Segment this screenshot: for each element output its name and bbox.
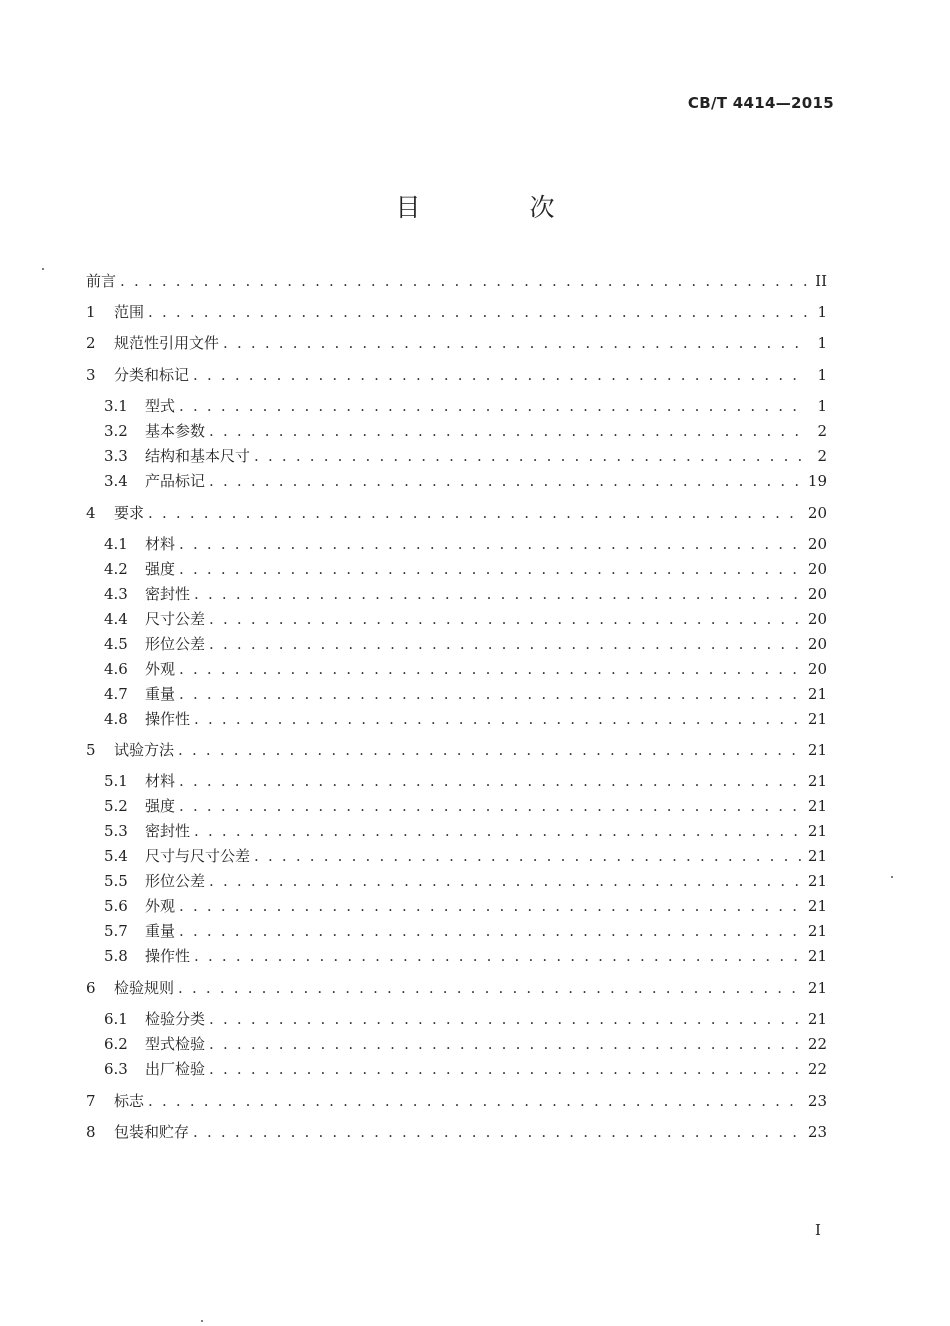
- toc-entry-number: 4.6: [104, 660, 128, 678]
- toc-entry-page: 21: [807, 822, 827, 840]
- toc-entry: [86, 977, 827, 999]
- toc-entry-label: 密封性: [145, 585, 191, 603]
- toc-entry-label: 强度: [145, 797, 176, 815]
- toc-entry-number: 7: [86, 1092, 96, 1110]
- toc-entry-number: 3: [86, 366, 96, 384]
- toc-entry-page: 21: [807, 772, 827, 790]
- toc-entry-number: 6.3: [104, 1060, 128, 1078]
- toc-entry-page: 19: [807, 472, 827, 490]
- toc-entry-label: 包装和贮存: [114, 1123, 190, 1141]
- toc-entry-label: 强度: [145, 560, 176, 578]
- toc-entry-page: 21: [807, 685, 827, 703]
- toc-entry-number: 4.7: [104, 685, 128, 703]
- toc-entry-label: 型式检验: [145, 1035, 206, 1053]
- dot-leader: [209, 470, 804, 492]
- toc-entry-page: 20: [807, 660, 827, 678]
- toc-entry-page: 23: [807, 1092, 827, 1110]
- toc-entry-label: 试验方法: [114, 741, 175, 759]
- toc-entry-label: 标志: [114, 1092, 145, 1110]
- dot-leader: [148, 1090, 804, 1112]
- toc-entry-page: 1: [817, 397, 827, 415]
- toc-entry-number: 4.8: [104, 710, 128, 728]
- dot-leader: [254, 445, 807, 467]
- dot-leader: [209, 420, 807, 442]
- toc-entry-label: 形位公差: [145, 872, 206, 890]
- toc-entry-label: 要求: [114, 504, 145, 522]
- toc-entry: [86, 1090, 827, 1112]
- toc-entry-number: 3.3: [104, 447, 128, 465]
- toc-entry-number: 5.7: [104, 922, 128, 940]
- toc-subentry: [104, 920, 827, 942]
- scan-speck: [201, 1320, 203, 1322]
- toc-subentry: [104, 1008, 827, 1030]
- toc-entry-page: 21: [807, 1010, 827, 1028]
- dot-leader: [120, 270, 807, 292]
- toc-entry-label: 操作性: [145, 947, 191, 965]
- toc-entry: [86, 1121, 827, 1143]
- dot-leader: [148, 301, 807, 323]
- toc-subentry: [104, 583, 827, 605]
- dot-leader: [178, 977, 804, 999]
- dot-leader: [179, 920, 804, 942]
- toc-entry-label: 重量: [145, 922, 176, 940]
- toc-entry-page: II: [815, 272, 827, 290]
- dot-leader: [223, 332, 807, 354]
- toc-entry-label: 前言: [86, 272, 117, 290]
- toc-entry-page: 2: [817, 422, 827, 440]
- dot-leader: [194, 945, 804, 967]
- toc-entry-number: 4.5: [104, 635, 128, 653]
- toc-entry-page: 21: [807, 947, 827, 965]
- toc-entry-page: 20: [807, 504, 827, 522]
- toc-entry-number: 6: [86, 979, 96, 997]
- dot-leader: [179, 770, 804, 792]
- toc-entry-page: 22: [807, 1035, 827, 1053]
- toc-subentry: [104, 445, 827, 467]
- toc-entry-label: 操作性: [145, 710, 191, 728]
- toc-entry-page: 20: [807, 585, 827, 603]
- dot-leader: [194, 583, 804, 605]
- dot-leader: [179, 533, 804, 555]
- toc-entry-number: 3.4: [104, 472, 128, 490]
- dot-leader: [209, 608, 804, 630]
- toc-entry: [86, 739, 827, 761]
- toc-entry-page: 21: [807, 710, 827, 728]
- toc-entry-page: 2: [817, 447, 827, 465]
- toc-subentry: [104, 608, 827, 630]
- toc-entry: [86, 502, 827, 524]
- toc-subentry: [104, 1058, 827, 1080]
- toc-entry-number: 5.2: [104, 797, 128, 815]
- dot-leader: [209, 870, 804, 892]
- toc-entry-page: 23: [807, 1123, 827, 1141]
- toc-entry-number: 6.2: [104, 1035, 128, 1053]
- toc-entry-label: 型式: [145, 397, 176, 415]
- toc-entry-page: 21: [807, 979, 827, 997]
- toc-entry-page: 1: [817, 334, 827, 352]
- dot-leader: [194, 820, 804, 842]
- toc-entry-number: 4.3: [104, 585, 128, 603]
- toc-entry-page: 21: [807, 922, 827, 940]
- toc-entry-label: 基本参数: [145, 422, 206, 440]
- toc-entry-number: 5.1: [104, 772, 128, 790]
- standard-code: CB/T 4414—2015: [687, 94, 834, 112]
- toc-entry-number: 5.3: [104, 822, 128, 840]
- toc-entry-number: 5.5: [104, 872, 128, 890]
- toc-entry-label: 检验规则: [114, 979, 175, 997]
- toc-subentry: [104, 820, 827, 842]
- toc-entry-number: 2: [86, 334, 96, 352]
- toc-entry-number: 4: [86, 504, 96, 522]
- toc-entry-label: 规范性引用文件: [114, 334, 220, 352]
- toc-entry-label: 重量: [145, 685, 176, 703]
- toc-entry-page: 1: [817, 366, 827, 384]
- toc-subentry: [104, 895, 827, 917]
- toc-entry-page: 22: [807, 1060, 827, 1078]
- toc-subentry: [104, 870, 827, 892]
- toc-subentry: [104, 558, 827, 580]
- page-title: 目 次: [395, 193, 597, 222]
- toc-entry-label: 形位公差: [145, 635, 206, 653]
- toc-entry-page: 21: [807, 741, 827, 759]
- dot-leader: [254, 845, 804, 867]
- toc-entry-label: 分类和标记: [114, 366, 190, 384]
- toc-entry-page: 20: [807, 535, 827, 553]
- toc-entry-label: 尺寸与尺寸公差: [145, 847, 251, 865]
- toc-entry-label: 材料: [145, 772, 176, 790]
- toc-entry: [86, 301, 827, 323]
- dot-leader: [179, 895, 804, 917]
- toc-subentry: [104, 770, 827, 792]
- toc-subentry: [104, 708, 827, 730]
- toc-entry-label: 范围: [114, 303, 145, 321]
- toc-entry-page: 20: [807, 610, 827, 628]
- dot-leader: [209, 1058, 804, 1080]
- toc-entry-number: 8: [86, 1123, 96, 1141]
- toc-entry-number: 6.1: [104, 1010, 128, 1028]
- toc-subentry: [104, 845, 827, 867]
- toc-entry-number: 4.2: [104, 560, 128, 578]
- toc-entry-number: 5.4: [104, 847, 128, 865]
- toc-subentry: [104, 1033, 827, 1055]
- toc-entry-label: 外观: [145, 897, 176, 915]
- toc-entry-number: 1: [86, 303, 96, 321]
- toc-entry-page: 1: [817, 303, 827, 321]
- toc-subentry: [104, 533, 827, 555]
- toc-entry-number: 5.6: [104, 897, 128, 915]
- toc-entry-label: 尺寸公差: [145, 610, 206, 628]
- dot-leader: [194, 708, 804, 730]
- toc-subentry: [104, 795, 827, 817]
- dot-leader: [148, 502, 804, 524]
- scan-speck: [42, 268, 44, 270]
- toc-subentry: [104, 658, 827, 680]
- dot-leader: [209, 1008, 804, 1030]
- page-number: I: [815, 1221, 821, 1239]
- toc-entry-page: 20: [807, 635, 827, 653]
- toc-entry-number: 4.4: [104, 610, 128, 628]
- dot-leader: [193, 1121, 804, 1143]
- dot-leader: [179, 795, 804, 817]
- toc-entry-page: 20: [807, 560, 827, 578]
- dot-leader: [193, 364, 807, 386]
- toc-entry: [86, 364, 827, 386]
- toc-entry-page: 21: [807, 797, 827, 815]
- toc-subentry: [104, 420, 827, 442]
- toc-subentry: [104, 633, 827, 655]
- dot-leader: [179, 395, 807, 417]
- dot-leader: [209, 633, 804, 655]
- toc-subentry: [104, 395, 827, 417]
- dot-leader: [179, 658, 804, 680]
- dot-leader: [178, 739, 804, 761]
- toc-entry-label: 产品标记: [145, 472, 206, 490]
- toc-entry-label: 密封性: [145, 822, 191, 840]
- toc-entry-number: 3.2: [104, 422, 128, 440]
- toc-subentry: [104, 683, 827, 705]
- toc-subentry: [104, 945, 827, 967]
- toc-entry-label: 结构和基本尺寸: [145, 447, 251, 465]
- toc-entry-number: 5.8: [104, 947, 128, 965]
- toc-entry-label: 出厂检验: [145, 1060, 206, 1078]
- toc-entry-page: 21: [807, 872, 827, 890]
- toc-entry-page: 21: [807, 847, 827, 865]
- toc-entry: [86, 332, 827, 354]
- toc-entry-label: 材料: [145, 535, 176, 553]
- toc-entry: [86, 270, 827, 292]
- toc-subentry: [104, 470, 827, 492]
- toc-entry-page: 21: [807, 897, 827, 915]
- toc-entry-number: 3.1: [104, 397, 128, 415]
- toc-entry-label: 检验分类: [145, 1010, 206, 1028]
- dot-leader: [179, 683, 804, 705]
- dot-leader: [209, 1033, 804, 1055]
- toc-entry-number: 4.1: [104, 535, 128, 553]
- toc-entry-label: 外观: [145, 660, 176, 678]
- scan-speck: [891, 876, 893, 878]
- toc-entry-number: 5: [86, 741, 96, 759]
- dot-leader: [179, 558, 804, 580]
